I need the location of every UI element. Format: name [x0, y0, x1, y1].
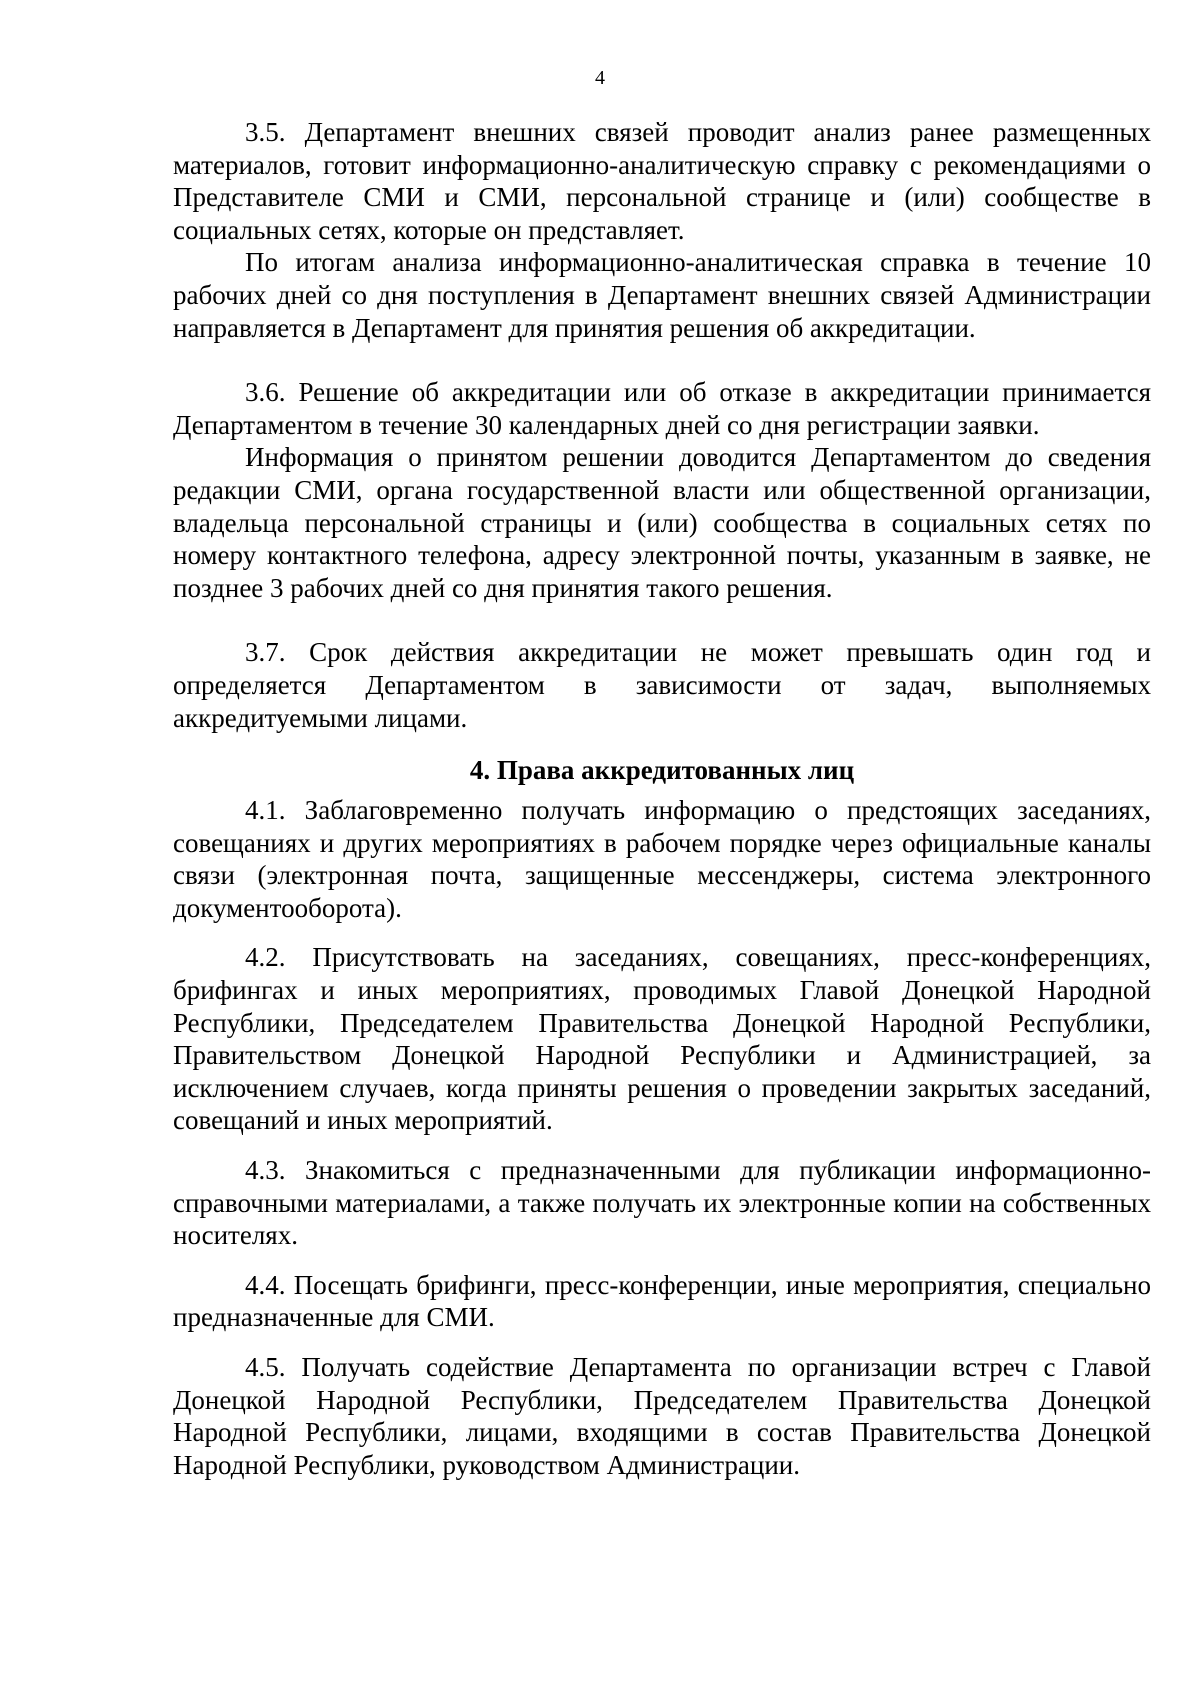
paragraph-4-4: 4.4. Посещать брифинги, пресс-конференции, иные мероприятия, специально предназначенные для СМИ. [173, 1269, 1151, 1333]
paragraph-4-1: 4.1. Заблаговременно получать информацию о предстоящих заседаниях, совещаниях и других мероприятиях в рабочем порядке через официальные каналы связи (электронная почта, защищенные мессенджеры, система электронного документооборота). [173, 795, 1151, 923]
paragraph-3-5-continuation: По итогам анализа информационно-аналитическая справка в течение 10 рабочих дней со дня поступления в Департамент внешних связей Администрации направляется в Департамент для принятия решения об аккредитации. [173, 247, 1151, 343]
paragraph-3-7: 3.7. Срок действия аккредитации не может превышать один год и определяется Департаментом в зависимости от задач, выполняемых аккредитуемыми лицами. [173, 637, 1151, 733]
paragraph-3-6-continuation: Информация о принятом решении доводится Департаментом до сведения редакции СМИ, органа государственной власти или общественной организации, владельца персональной страницы и (или) сообщества в социальных сетях по номеру контактного телефона, адресу электронной почты, указанным в заявке, не позднее 3 рабочих дней со дня принятия такого решения. [173, 442, 1151, 603]
paragraph-3-6: 3.6. Решение об аккредитации или об отказе в аккредитации принимается Департаментом в течение 30 календарных дней со дня регистрации заявки. [173, 377, 1151, 440]
paragraph-4-3: 4.3. Знакомиться с предназначенными для публикации информационно-справочными материалами, а также получать их электронные копии на собственных носителях. [173, 1155, 1151, 1251]
section-4-heading: 4. Права аккредитованных лиц [469, 755, 855, 786]
paragraph-4-2: 4.2. Присутствовать на заседаниях, совещаниях, пресс-конференциях, брифингах и иных мероприятиях, проводимых Главой Донецкой Народной Республики, Председателем Правительства Донецкой Народной Республики, Правительством Донецкой Народной Республики и Администрацией, за исключением случаев, когда приняты решения о проведении закрытых заседаний, совещаний и иных мероприятий. [173, 942, 1151, 1136]
document-body [173, 116, 1151, 1481]
paragraph-4-5: 4.5. Получать содействие Департамента по организации встреч с Главой Донецкой Народной Республики, Председателем Правительства Донецкой Народной Республики, лицами, входящими в состав Правительства Донецкой Народной Республики, руководством Администрации. [173, 1352, 1151, 1480]
paragraph-3-5: 3.5. Департамент внешних связей проводит анализ ранее размещенных материалов, готовит информационно-аналитическую справку с рекомендациями о Представителе СМИ и СМИ, персональной странице и (или) сообществе в социальных сетях, которые он представляет. [173, 117, 1151, 245]
page-number: 4 [595, 67, 605, 89]
